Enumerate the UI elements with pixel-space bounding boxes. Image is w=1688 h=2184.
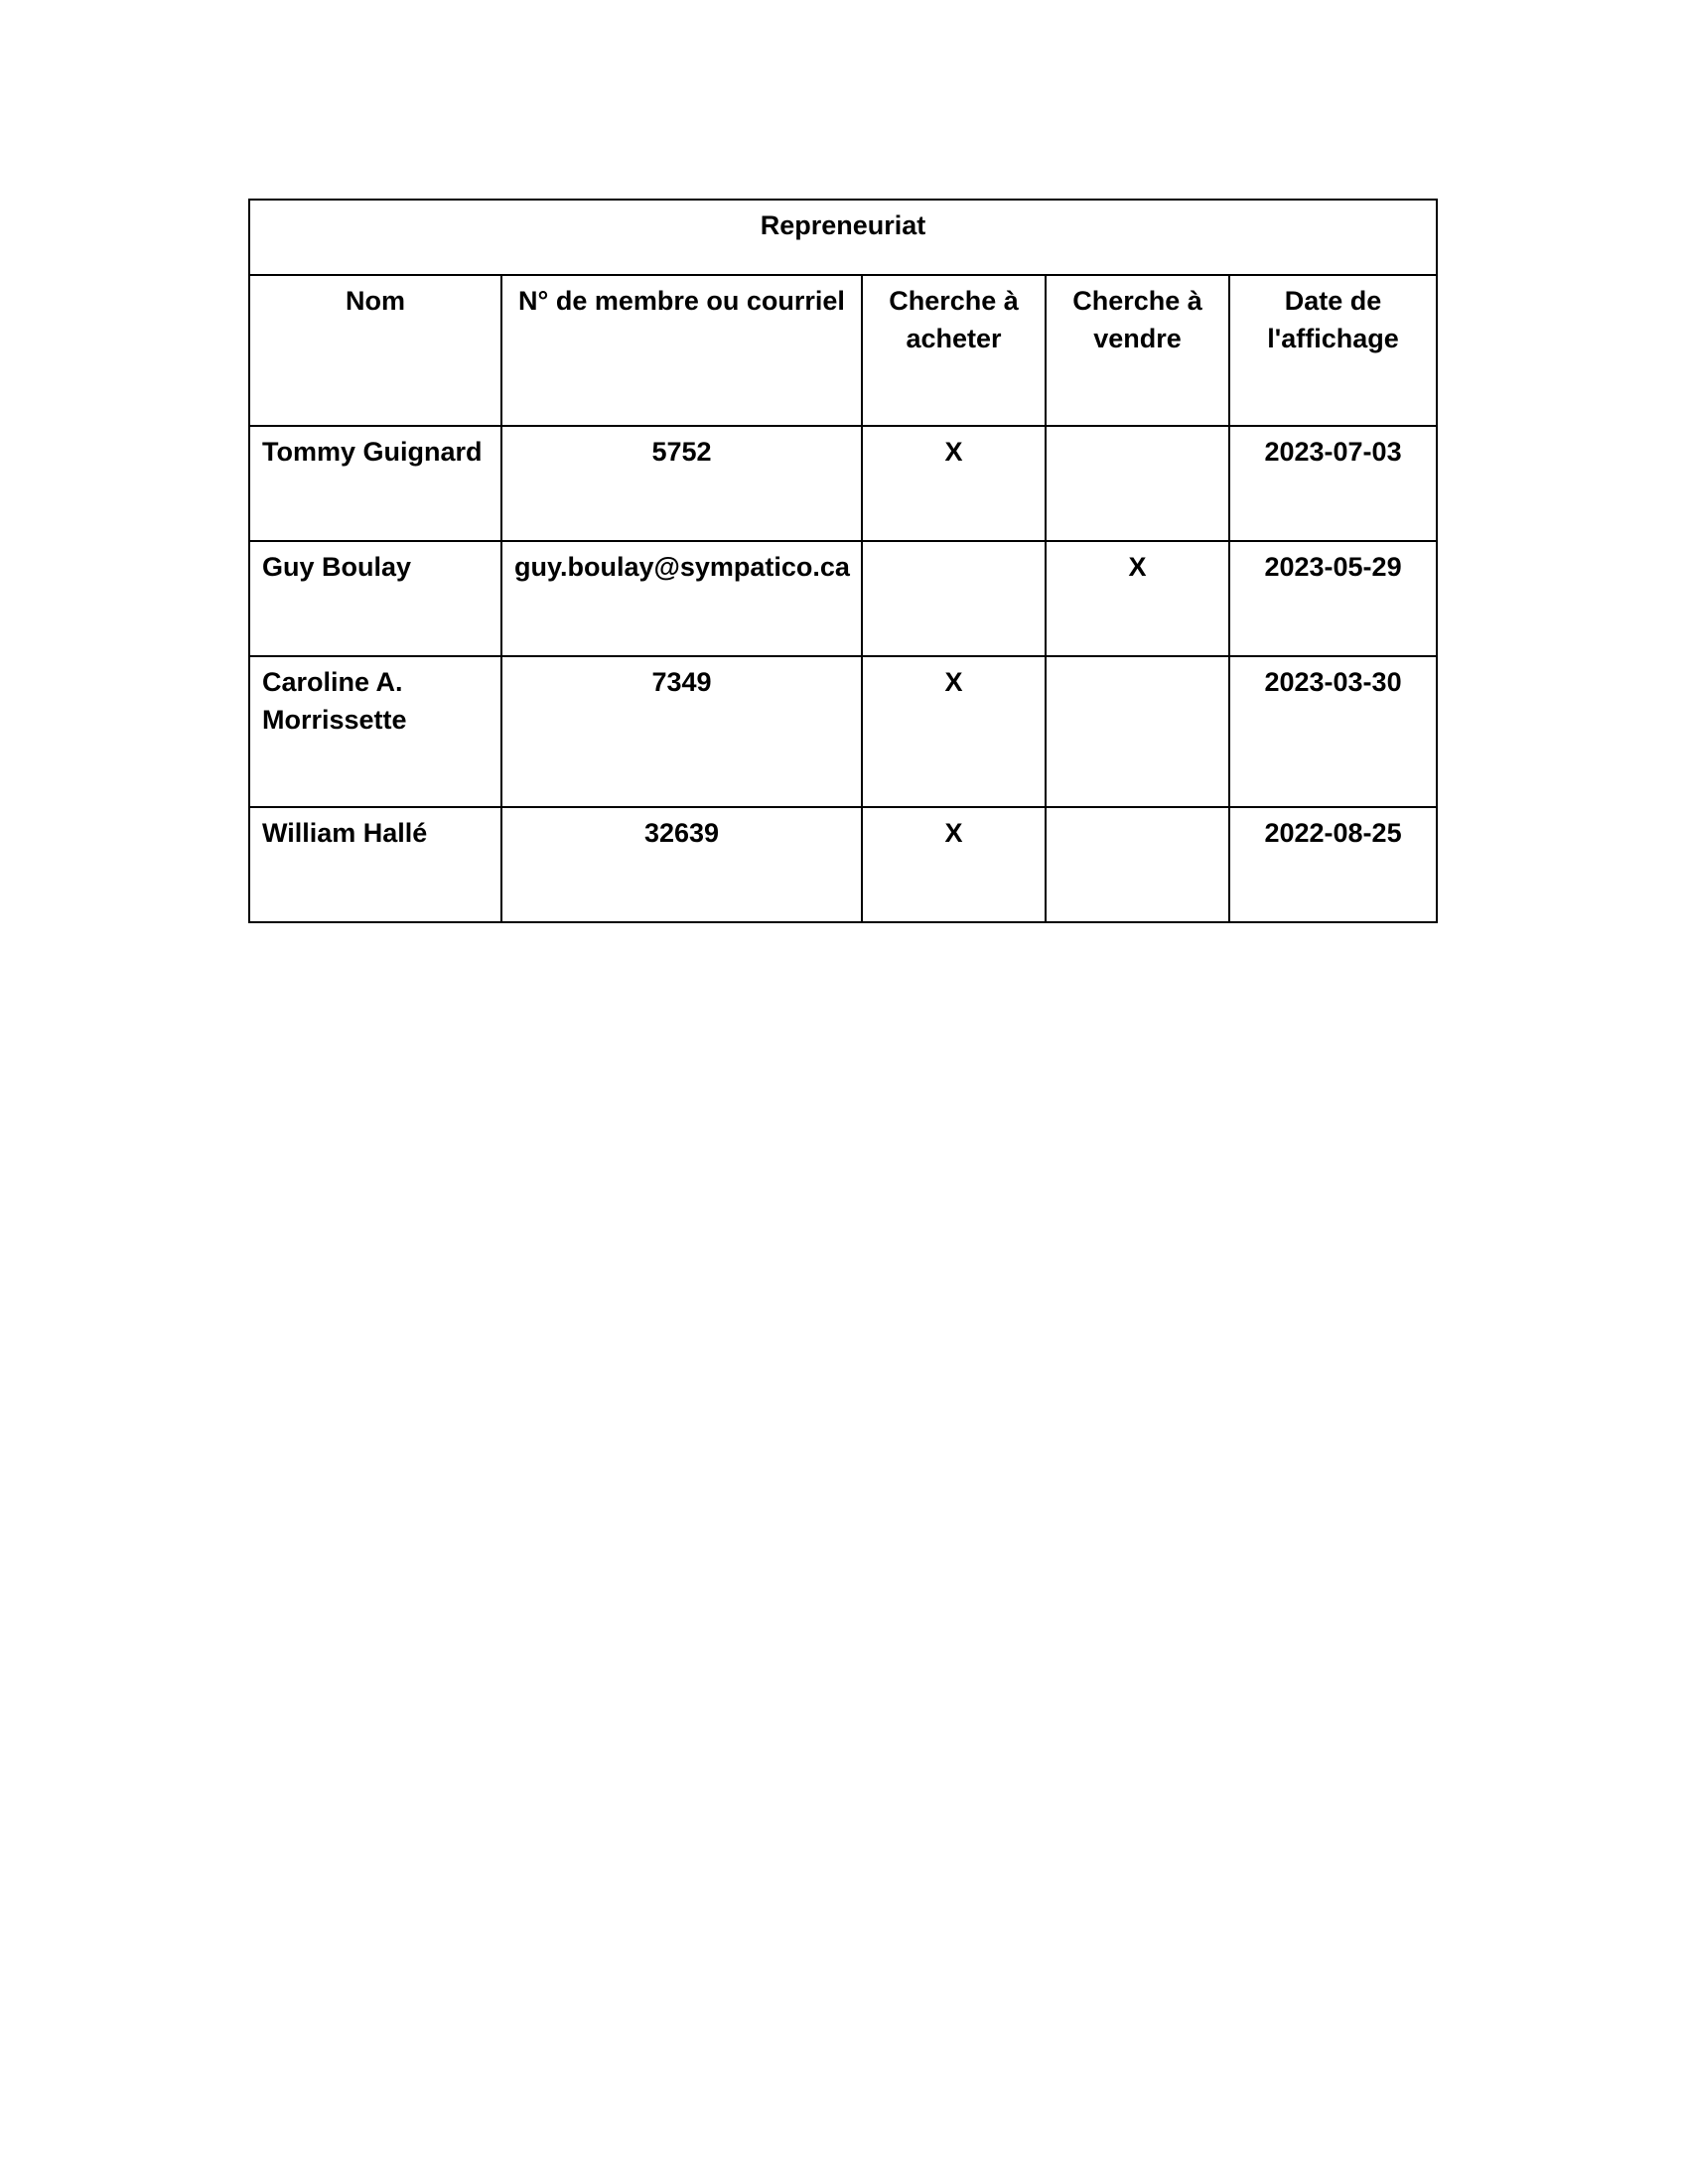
table-title-row: [249, 200, 1437, 275]
cell-acheter: X: [862, 807, 1046, 922]
cell-nom: William Hallé: [249, 807, 501, 922]
header-date: Date de l'affichage: [1229, 275, 1437, 426]
table-header-row: [249, 275, 1437, 426]
cell-vendre: [1046, 426, 1229, 541]
cell-acheter: [862, 541, 1046, 656]
header-membre: N° de membre ou courriel: [501, 275, 862, 426]
cell-date: 2022-08-25: [1229, 807, 1437, 922]
cell-nom: Caroline A. Morrissette: [249, 656, 501, 807]
cell-date: 2023-05-29: [1229, 541, 1437, 656]
table-row: [249, 807, 1437, 922]
cell-nom: Tommy Guignard: [249, 426, 501, 541]
cell-vendre: [1046, 656, 1229, 807]
table-row: [249, 656, 1437, 807]
cell-acheter: X: [862, 656, 1046, 807]
cell-date: 2023-03-30: [1229, 656, 1437, 807]
cell-vendre: X: [1046, 541, 1229, 656]
cell-nom: Guy Boulay: [249, 541, 501, 656]
table-row: [249, 541, 1437, 656]
header-acheter: Cherche à acheter: [862, 275, 1046, 426]
table-title: Repreneuriat: [249, 200, 1437, 275]
cell-vendre: [1046, 807, 1229, 922]
cell-acheter: X: [862, 426, 1046, 541]
cell-membre: 5752: [501, 426, 862, 541]
header-vendre: Cherche à vendre: [1046, 275, 1229, 426]
repreneuriat-table: [248, 199, 1438, 923]
cell-membre: 7349: [501, 656, 862, 807]
table-row: [249, 426, 1437, 541]
cell-membre: guy.boulay@sympatico.ca: [501, 541, 862, 656]
cell-membre: 32639: [501, 807, 862, 922]
cell-date: 2023-07-03: [1229, 426, 1437, 541]
header-nom: Nom: [249, 275, 501, 426]
